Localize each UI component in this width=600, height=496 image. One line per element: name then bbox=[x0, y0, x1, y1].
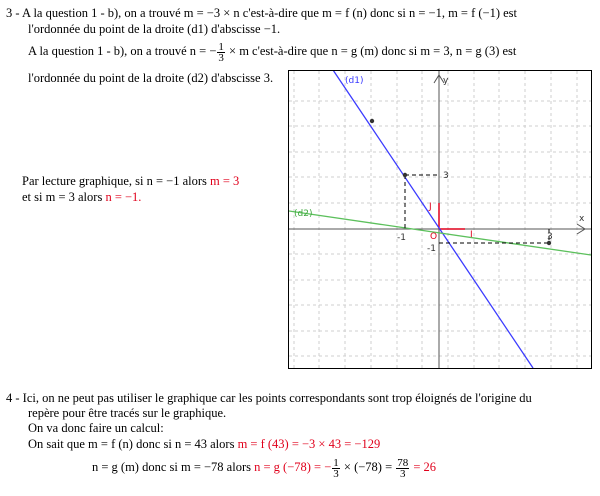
q3-text: c'est-à-dire que bbox=[242, 6, 319, 20]
label-x: x bbox=[579, 214, 585, 224]
q3-line4: l'ordonnée du point de la droite (d2) d'abscisse 3. bbox=[28, 71, 274, 85]
q4-result: m = f (43) = −3 × 43 = −129 bbox=[237, 437, 381, 451]
fraction-denominator: 3 bbox=[400, 467, 406, 480]
q3-line2: l'ordonnée du point de la droite (d1) d'abscisse −1. bbox=[28, 22, 281, 36]
q3-text: donc si m = 3, n = g (3) est bbox=[381, 44, 517, 58]
q3-formula: × m bbox=[229, 44, 249, 58]
q3-formula: n = − bbox=[189, 44, 217, 58]
q4-line2: repère pour être tracés sur le graphique. bbox=[28, 406, 227, 420]
q3-text: Par lecture graphique, si n = −1 alors bbox=[22, 174, 207, 188]
q3-result: n = −1. bbox=[105, 190, 142, 204]
label-origin: O bbox=[430, 232, 438, 242]
fraction bbox=[396, 458, 409, 479]
q3-reading-line2 bbox=[22, 190, 141, 204]
label-j: J bbox=[429, 202, 432, 212]
grid bbox=[289, 71, 591, 368]
q3-text: c'est-à-dire que bbox=[252, 44, 329, 58]
q3-text: A la question 1 - b), on a trouvé bbox=[21, 6, 181, 20]
fraction bbox=[217, 42, 225, 63]
q4-result: = 26 bbox=[413, 460, 437, 474]
q4-line1 bbox=[6, 391, 532, 405]
tick-x-3: 3 bbox=[547, 232, 553, 242]
q3-number: 3 - bbox=[6, 6, 20, 20]
label-i: I bbox=[470, 230, 473, 240]
fraction-numerator: 78 bbox=[397, 456, 409, 469]
q3-text: A la question 1 - b), on a trouvé bbox=[28, 44, 187, 58]
fraction-denominator: 3 bbox=[218, 51, 224, 64]
q4-number: 4 - bbox=[6, 391, 20, 405]
q4-text: On sait que m = f (n) donc si n = 43 alors bbox=[28, 437, 235, 451]
q3-text: donc si n = −1, m = f (−1) est bbox=[370, 6, 518, 20]
point-d1 bbox=[370, 119, 374, 123]
graph-figure bbox=[288, 70, 592, 369]
tick-y-3: 3 bbox=[443, 171, 449, 181]
label-d1: (d1) bbox=[345, 76, 364, 86]
q4-text: n = g (m) donc si m = −78 alors bbox=[92, 460, 251, 474]
q3-line3 bbox=[28, 40, 516, 63]
graph-svg bbox=[289, 71, 591, 368]
q3-formula: m = f (n) bbox=[322, 6, 367, 20]
line-d1 bbox=[331, 71, 533, 368]
fraction-denominator: 3 bbox=[333, 467, 339, 480]
q4-line4 bbox=[28, 437, 380, 451]
q3-formula: m = −3 × n bbox=[183, 6, 240, 20]
fraction-numerator: 1 bbox=[218, 40, 224, 53]
q4-line3: On va donc faire un calcul: bbox=[28, 421, 164, 435]
fraction-numerator: 1 bbox=[333, 456, 339, 469]
q3-text: et si m = 3 alors bbox=[22, 190, 103, 204]
q3-result: m = 3 bbox=[210, 174, 240, 188]
q4-line5 bbox=[92, 455, 436, 479]
tick-y-minus1: -1 bbox=[427, 244, 436, 254]
q4-result: n = g (−78) = − bbox=[254, 460, 332, 474]
label-y: y bbox=[443, 76, 449, 86]
line-d2 bbox=[289, 211, 591, 255]
label-d2: (d2) bbox=[294, 209, 313, 219]
q4-text: Ici, on ne peut pas utiliser le graphique car les points correspondants sont trop éloignés de l'origine du bbox=[22, 391, 532, 405]
q3-reading-line1 bbox=[22, 174, 239, 188]
point-d1-minus1 bbox=[403, 173, 407, 177]
q3-formula: n = g (m) bbox=[331, 44, 379, 58]
tick-x-minus1: -1 bbox=[397, 233, 406, 243]
axes bbox=[289, 71, 591, 368]
fraction bbox=[332, 458, 340, 479]
q4-formula: × (−78) = bbox=[343, 460, 393, 474]
q3-line1 bbox=[6, 6, 517, 20]
